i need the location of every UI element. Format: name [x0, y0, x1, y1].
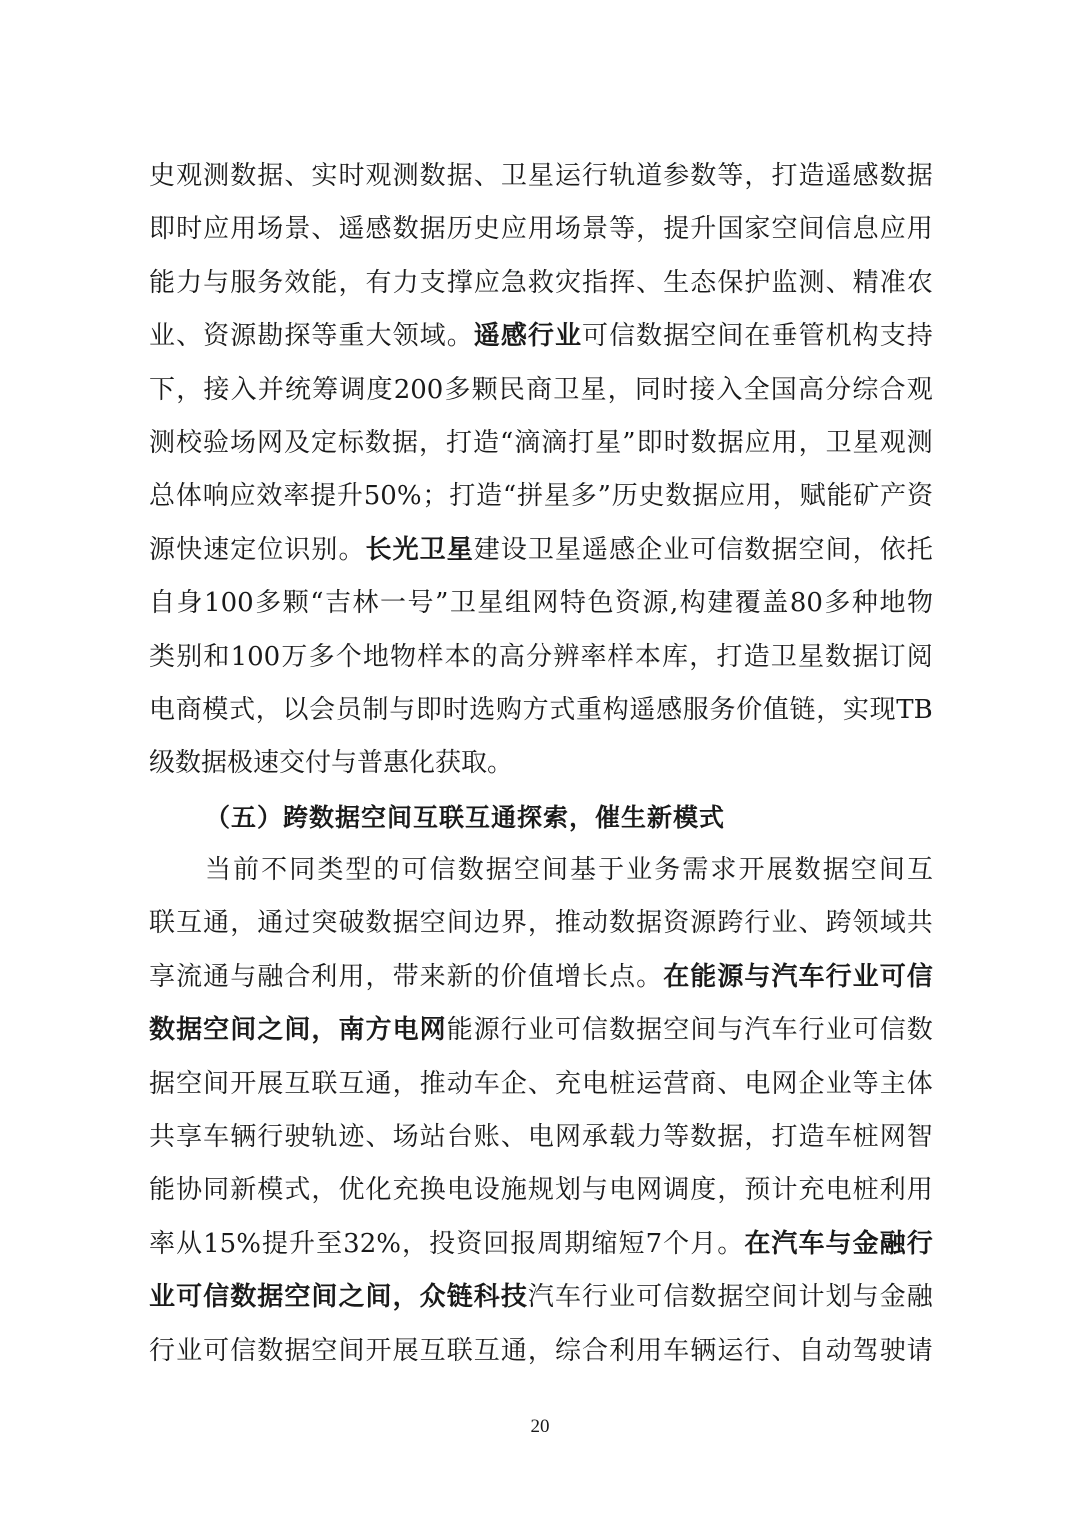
text-line: 电 商 模 式 ， 以 会 员 制 与 即 时 选 购 方 式 重 构 遥 感 服 务 价 值 链 ， 实 现 TB [149, 694, 933, 725]
text-line: 共 享 车 辆 行 驶 轨 迹 、 场 站 台 账 、 电 网 承 载 力 等 数 据 ， 打 造 车 桩 网 智 [149, 1122, 933, 1153]
text-line: 级数据极速交付与普惠化获取。 [149, 748, 514, 779]
page-number: 20 [530, 1416, 550, 1437]
text-line: 源 快 速 定 位 识 别 。 长 光 卫 星 建 设 卫 星 遥 感 企 业 可 信 数 据 空 间 ， 依 托 [149, 534, 933, 565]
text-line: 自 身 100 多 颗 “ 吉 林 一 号 ” 卫 星 组 网 特 色 资 源 , 构 建 覆 盖 80 多 种 地 物 [149, 588, 933, 619]
text-line: 行 业 可 信 数 据 空 间 开 展 互 联 互 通 ， 综 合 利 用 车 辆 运 行 、 自 动 驾 驶 请 [149, 1335, 933, 1366]
text-line: 能 协 同 新 模 式 ， 优 化 充 换 电 设 施 规 划 与 电 网 调 度 ， 预 计 充 电 桩 利 用 [149, 1175, 933, 1206]
text-line: 据 空 间 开 展 互 联 互 通 ， 推 动 车 企 、 充 电 桩 运 营 商 、 电 网 企 业 等 主 体 [149, 1068, 933, 1099]
text-line: 史 观 测 数 据 、 实 时 观 测 数 据 、 卫 星 运 行 轨 道 参 数 等 ， 打 造 遥 感 数 据 [149, 161, 933, 191]
text-line: 即 时 应 用 场 景 、 遥 感 数 据 历 史 应 用 场 景 等 ， 提 升 国 家 空 间 信 息 应 用 [149, 214, 933, 245]
text-line: 能 力 与 服 务 效 能 ， 有 力 支 撑 应 急 救 灾 指 挥 、 生 态 保 护 监 测 、 精 准 农 [149, 267, 933, 298]
text-line: 业 、 资 源 勘 探 等 重 大 领 域 。 遥 感 行 业 可 信 数 据 空 间 在 垂 管 机 构 支 持 [149, 321, 933, 352]
text-line: 业 可 信 数 据 空 间 之 间 ， 众 链 科 技 汽 车 行 业 可 信 数 据 空 间 计 划 与 金 融 [149, 1282, 933, 1313]
text-line: 联 互 通 ， 通 过 突 破 数 据 空 间 边 界 ， 推 动 数 据 资 源 跨 行 业 、 跨 领 域 共 [149, 908, 933, 939]
text-line: 数 据 空 间 之 间 ， 南 方 电 网 能 源 行 业 可 信 数 据 空 间 与 汽 车 行 业 可 信 数 [149, 1015, 933, 1046]
text-line: 享 流 通 与 融 合 利 用 ， 带 来 新 的 价 值 增 长 点 。 在 能 源 与 汽 车 行 业 可 信 [149, 961, 933, 992]
text-line: 当 前 不 同 类 型 的 可 信 数 据 空 间 基 于 业 务 需 求 开 展 数 据 空 间 互 [205, 855, 933, 886]
text-line: 类 别 和 100 万 多 个 地 物 样 本 的 高 分 辨 率 样 本 库 ， 打 造 卫 星 数 据 订 阅 [149, 641, 933, 672]
text-line: 总 体 响 应 效 率 提 升 50% ； 打 造 “ 拼 星 多 ” 历 史 数 据 应 用 ， 赋 能 矿 产 资 [149, 481, 933, 512]
text-line: 测 校 验 场 网 及 定 标 数 据 ， 打 造 “ 滴 滴 打 星 ” 即 时 数 据 应 用 ， 卫 星 观 测 [149, 427, 933, 458]
text-line: 率 从 15% 提 升 至 32% ， 投 资 回 报 周 期 缩 短 7 个 月 。 在 汽 车 与 金 融 行 [149, 1228, 933, 1259]
body-text [149, 150, 933, 1378]
section-heading: （五）跨数据空间互联互通探索，催生新模式 [205, 802, 726, 832]
text-line: 下 ， 接 入 并 统 筹 调 度 200 多 颗 民 商 卫 星 ， 同 时 接 入 全 国 高 分 综 合 观 [149, 374, 933, 405]
